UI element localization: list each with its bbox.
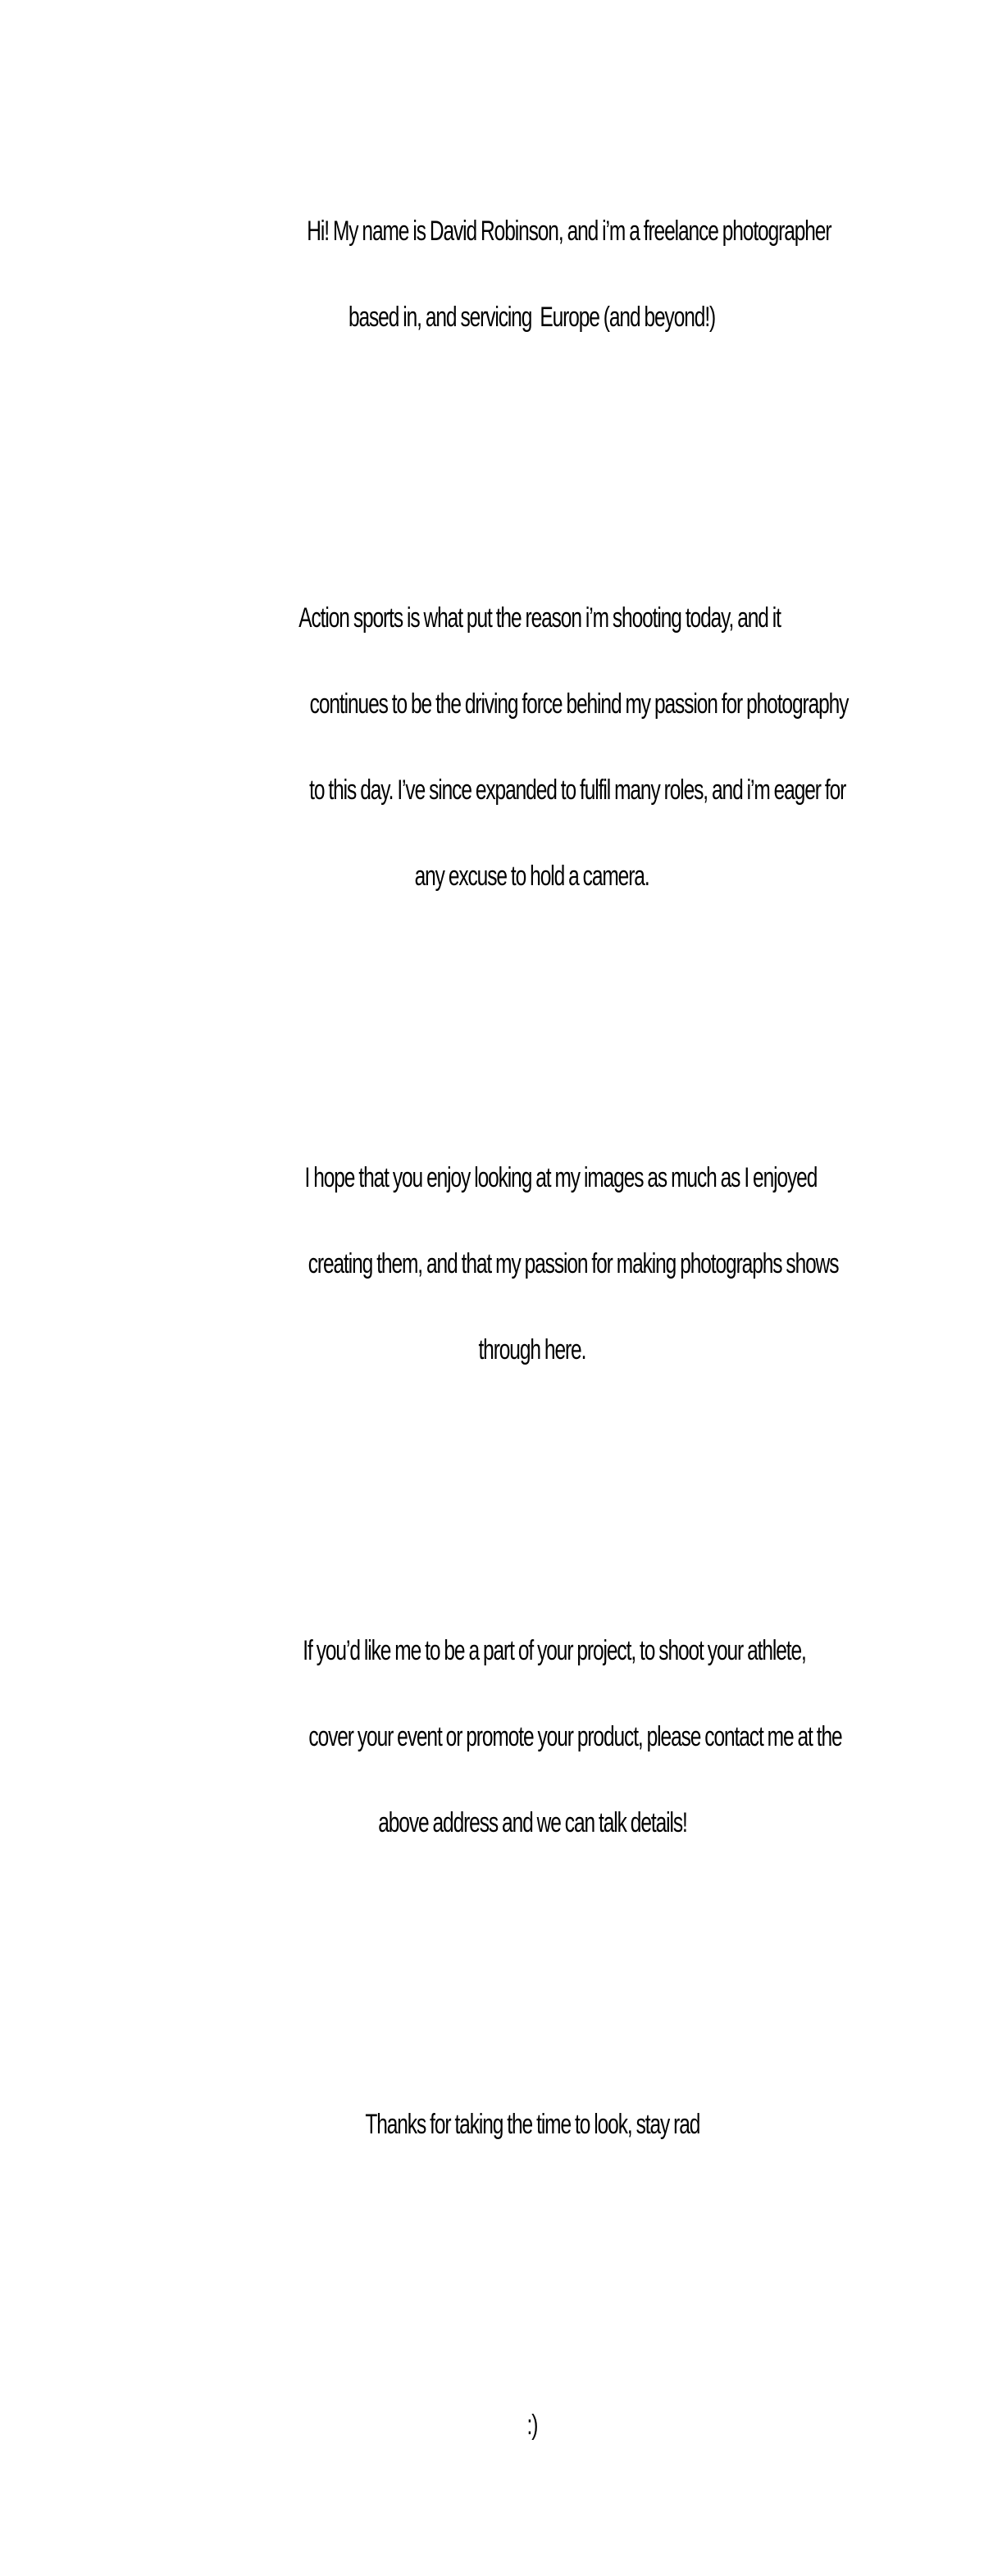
paragraph-spacer xyxy=(205,425,859,468)
paragraph-spacer xyxy=(205,2232,859,2275)
bio-text xyxy=(205,80,859,2576)
contact-paragraph xyxy=(205,1587,859,1888)
text-line xyxy=(205,296,859,339)
hope-paragraph xyxy=(205,1113,859,1415)
text-line xyxy=(205,1801,859,1845)
paragraph-spacer xyxy=(205,984,859,1028)
text-line-content: based in, and servicing Europe (and beyond!) xyxy=(348,301,716,333)
text-line xyxy=(205,1329,859,1372)
smiley-paragraph xyxy=(205,2361,859,2491)
text-line-content: Hi! My name is David Robinson, and i’m a freelance photographer xyxy=(307,215,831,247)
text-line-content: continues to be the driving force behind my passion for photography xyxy=(309,688,849,720)
paragraph-spacer xyxy=(205,1931,859,1974)
action-sports-paragraph xyxy=(205,554,859,942)
text-line-content: to this day. I’ve since expanded to fulfil many roles, and i’m eager for xyxy=(309,775,846,806)
text-line xyxy=(205,210,859,253)
thanks-paragraph xyxy=(205,2060,859,2189)
text-line xyxy=(205,1715,859,1759)
paragraph-spacer xyxy=(205,1457,859,1501)
smiley-text: :) xyxy=(526,2410,538,2441)
text-line xyxy=(205,1629,859,1673)
text-line-content: above address and we can talk details! xyxy=(377,1807,687,1838)
text-line-content: Action sports is what put the reason i’m shooting today, and it xyxy=(298,602,781,634)
text-line xyxy=(205,1156,859,1200)
text-line xyxy=(205,2103,859,2147)
text-line xyxy=(205,769,859,812)
text-line-content: Thanks for taking the time to look, stay rad xyxy=(365,2108,699,2140)
text-line-content: If you’d like me to be a part of your project, to shoot your athlete, xyxy=(303,1635,806,1666)
intro-paragraph xyxy=(205,166,859,382)
text-line-content: I hope that you enjoy looking at my images as much as I enjoyed xyxy=(304,1161,818,1193)
text-line-content: through here. xyxy=(478,1333,586,1365)
text-line xyxy=(205,683,859,726)
text-line xyxy=(205,2404,859,2447)
text-line xyxy=(205,855,859,898)
text-line-content: creating them, and that my passion for making photographs shows xyxy=(308,1247,839,1279)
text-line-content: cover your event or promote your product, please contact me at the xyxy=(308,1721,842,1752)
text-line xyxy=(205,1243,859,1286)
text-line xyxy=(205,597,859,640)
text-line-content: any excuse to hold a camera. xyxy=(415,861,649,892)
